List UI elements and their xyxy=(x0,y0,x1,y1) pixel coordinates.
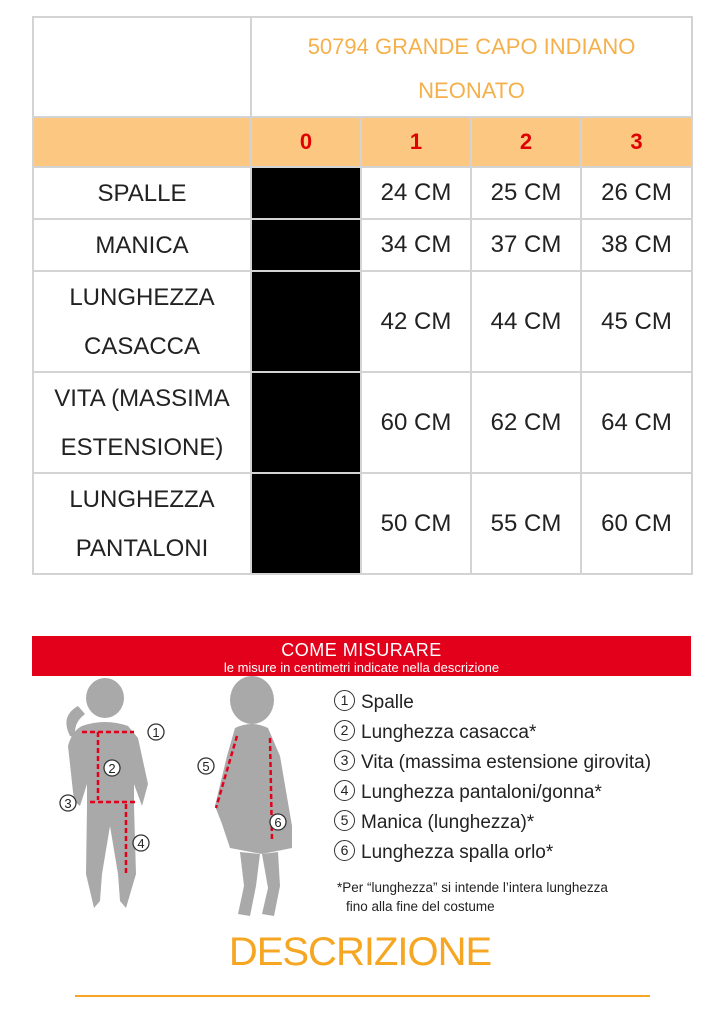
value-cell: 50 CM xyxy=(361,473,471,574)
unavailable-cell xyxy=(251,473,361,574)
table-row xyxy=(33,473,692,574)
row-label-line: CASACCA xyxy=(83,332,201,360)
value-cell: 37 CM xyxy=(471,219,581,271)
size-table xyxy=(32,16,693,575)
size-header: 1 xyxy=(361,117,471,167)
child-front-figure xyxy=(66,678,148,908)
value-cell: 24 CM xyxy=(361,167,471,219)
row-label xyxy=(33,473,251,574)
size-header: 2 xyxy=(471,117,581,167)
length-note xyxy=(337,878,697,916)
value-cell: 60 CM xyxy=(361,372,471,473)
unavailable-cell xyxy=(251,167,361,219)
svg-text:3: 3 xyxy=(64,796,72,811)
value-cell: 34 CM xyxy=(361,219,471,271)
table-corner xyxy=(33,17,251,117)
row-label xyxy=(33,167,251,219)
row-label-line: PANTALONI xyxy=(75,534,209,562)
note-line: fino alla fine del costume xyxy=(346,899,495,914)
row-label xyxy=(33,372,251,473)
value-cell: 38 CM xyxy=(581,219,692,271)
header-empty xyxy=(33,117,251,167)
product-title xyxy=(251,17,692,117)
value-cell: 45 CM xyxy=(581,271,692,372)
table-row xyxy=(33,271,692,372)
legend-text: Vita (massima estensione girovita) xyxy=(361,752,652,773)
number-circle-icon: 5 xyxy=(334,810,355,831)
row-label-line: MANICA xyxy=(95,231,189,259)
value-cell: 62 CM xyxy=(471,372,581,473)
row-label-line: VITA (MASSIMA xyxy=(54,384,230,412)
how-to-measure-banner xyxy=(32,636,691,676)
unavailable-cell xyxy=(251,271,361,372)
legend-item xyxy=(334,748,704,778)
number-circle-icon: 2 xyxy=(334,720,355,741)
row-label-line: LUNGHEZZA xyxy=(69,485,215,513)
number-circle-icon: 1 xyxy=(334,690,355,711)
row-label-line: SPALLE xyxy=(97,179,187,207)
svg-text:4: 4 xyxy=(137,836,145,851)
section-divider xyxy=(75,995,650,997)
value-cell: 64 CM xyxy=(581,372,692,473)
legend-text: Lunghezza pantaloni/gonna* xyxy=(361,782,602,803)
value-cell: 44 CM xyxy=(471,271,581,372)
number-circle-icon: 4 xyxy=(334,780,355,801)
product-title-line1: 50794 GRANDE CAPO INDIANO xyxy=(307,34,636,59)
how-to-measure-title: COME MISURARE xyxy=(281,640,442,660)
value-cell: 60 CM xyxy=(581,473,692,574)
size-header: 3 xyxy=(581,117,692,167)
note-line: *Per “lunghezza” si intende l’intera lunghezza xyxy=(337,880,608,895)
number-circle-icon: 6 xyxy=(334,840,355,861)
row-label xyxy=(33,219,251,271)
legend-item xyxy=(334,778,704,808)
value-cell: 42 CM xyxy=(361,271,471,372)
how-to-measure-subtitle: le misure in centimetri indicate nella descrizione xyxy=(223,660,500,675)
child-side-figure xyxy=(215,676,292,916)
svg-text:6: 6 xyxy=(274,815,282,830)
svg-text:5: 5 xyxy=(202,759,210,774)
svg-text:2: 2 xyxy=(108,761,116,776)
table-row xyxy=(33,219,692,271)
table-row xyxy=(33,372,692,473)
legend-text: Manica (lunghezza)* xyxy=(361,812,535,833)
legend-text: Spalle xyxy=(361,692,414,713)
unavailable-cell xyxy=(251,372,361,473)
legend-text: Lunghezza casacca* xyxy=(361,722,537,743)
legend-item xyxy=(334,718,704,748)
legend-item xyxy=(334,838,704,868)
value-cell: 26 CM xyxy=(581,167,692,219)
row-label-line: ESTENSIONE) xyxy=(60,433,224,461)
legend-item xyxy=(334,808,704,838)
size-header: 0 xyxy=(251,117,361,167)
legend-text: Lunghezza spalla orlo* xyxy=(361,842,554,863)
legend-item xyxy=(334,688,704,718)
measure-legend xyxy=(334,688,704,868)
value-cell: 25 CM xyxy=(471,167,581,219)
unavailable-cell xyxy=(251,219,361,271)
row-label xyxy=(33,271,251,372)
svg-text:1: 1 xyxy=(152,725,160,740)
section-title-descrizione: DESCRIZIONE xyxy=(228,930,492,974)
number-circle-icon: 3 xyxy=(334,750,355,771)
row-label-line: LUNGHEZZA xyxy=(69,283,215,311)
table-row xyxy=(33,167,692,219)
value-cell: 55 CM xyxy=(471,473,581,574)
product-title-line2: NEONATO xyxy=(418,78,525,103)
child-figures-illustration xyxy=(30,676,340,936)
